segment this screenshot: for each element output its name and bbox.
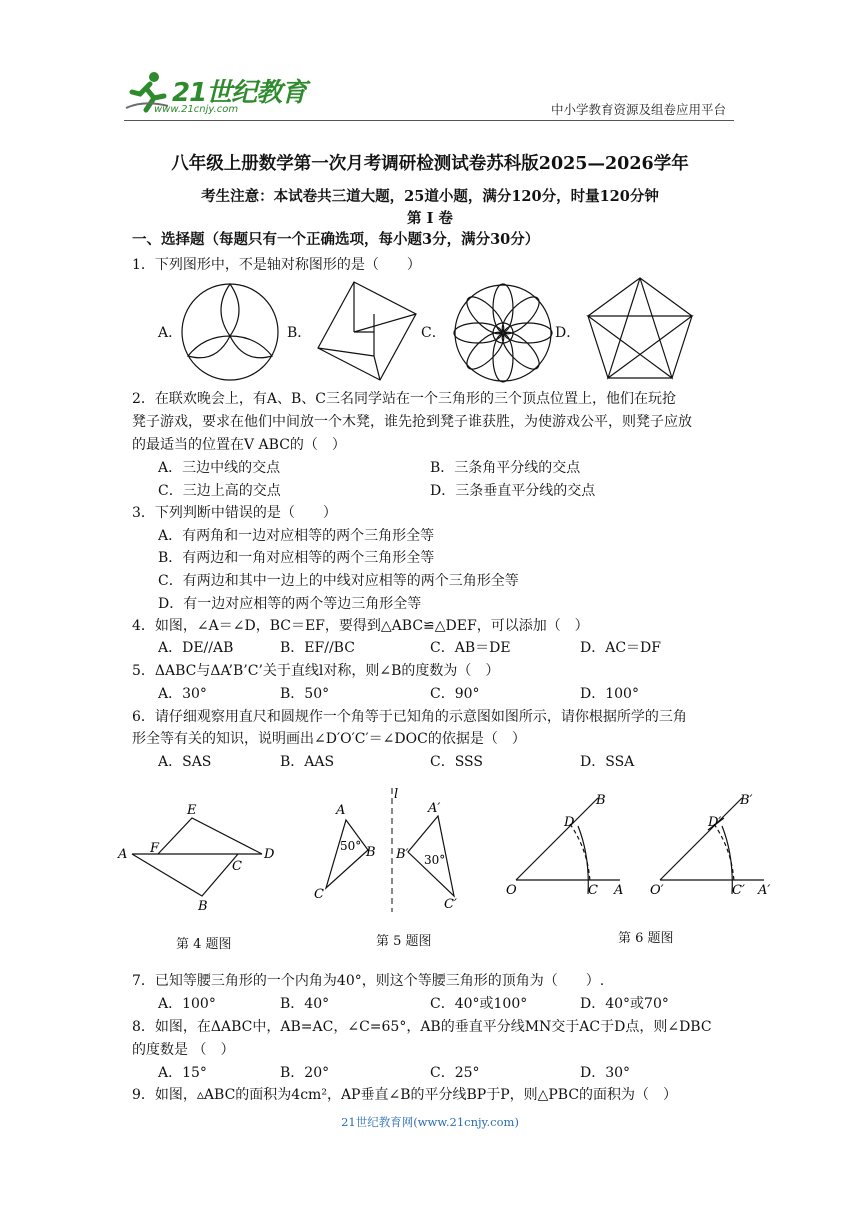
fig6-label-d-prime: D′ — [708, 815, 722, 830]
q8-option-d: D．30° — [580, 1065, 631, 1081]
fig5-label-c: C — [314, 887, 324, 902]
volume-heading: 第 I 卷 — [407, 210, 453, 227]
fig6-label-c-prime: C′ — [732, 883, 745, 898]
fig4-diagram — [112, 798, 288, 914]
fig6-diagram — [502, 786, 798, 902]
q9-stem: 9．如图，▵ABC的面积为4cm²，AP垂直∠B的平分线BP于P，则△PBC的面积为（ ） — [132, 1087, 678, 1103]
q1-label-a: A． — [158, 325, 183, 341]
q3-option-d: D．有一边对应相等的两个等边三角形全等 — [158, 596, 422, 612]
q5-option-a: A．30° — [158, 686, 207, 702]
fig4-label-f: F — [150, 841, 160, 856]
q1-stem: 1．下列图形中，不是轴对称图形的是（ ） — [132, 257, 421, 273]
q2-option-c: C．三边上高的交点 — [158, 483, 281, 499]
q6-option-b: B．AAS — [280, 754, 335, 770]
fig4-caption: 第 4 题图 — [176, 937, 232, 952]
fig6-label-c: C — [588, 883, 598, 898]
q2-line-3: 的最适当的位置在V ABC的（ ） — [132, 437, 346, 453]
q2-option-d: D．三条垂直平分线的交点 — [430, 483, 596, 499]
fig5-caption: 第 5 题图 — [376, 934, 432, 949]
header-divider — [124, 120, 734, 121]
fig6-label-b: B — [596, 793, 606, 808]
q8-line-2: 的度数是 （ ） — [132, 1042, 235, 1058]
fig5-label-a: A — [336, 803, 346, 818]
logo — [124, 70, 307, 118]
q4-option-c: C．AB＝DE — [430, 640, 511, 656]
fig6-label-o-prime: O′ — [650, 883, 664, 898]
q8-option-b: B．20° — [280, 1065, 330, 1081]
fig5-diagram — [306, 784, 472, 914]
fig4-label-e: E — [187, 803, 197, 818]
q6-option-c: C．SSS — [430, 754, 483, 770]
q1-label-b: B． — [287, 325, 312, 341]
q6-option-a: A．SAS — [158, 754, 212, 770]
platform-label: 中小学教育资源及组卷应用平台 — [550, 102, 726, 117]
logo-text: 21世纪教育 — [172, 78, 307, 108]
q3-option-c: C．有两边和其中一边上的中线对应相等的两个三角形全等 — [158, 573, 519, 589]
fig5-angle-30: 30° — [424, 853, 446, 867]
fig5-angle-50: 50° — [340, 839, 362, 853]
fig5-label-b: B — [366, 845, 376, 860]
fig5-label-b-prime: B′ — [396, 847, 409, 862]
fig6-label-a: A — [614, 883, 624, 898]
q3-option-a: A．有两角和一边对应相等的两个三角形全等 — [158, 528, 435, 544]
q8-line-1: 8．如图，在ΔABC中，AB=AC，∠C=65°，AB的垂直平分线MN交于AC于D点，则∠DBC — [132, 1019, 712, 1035]
fig5-label-c-prime: C′ — [444, 897, 457, 912]
q3-option-b: B．有两边和一角对应相等的两个三角形全等 — [158, 550, 435, 566]
q6-line-1: 6．请仔细观察用直尺和圆规作一个角等于已知角的示意图如图所示，请你根据所学的三角 — [132, 709, 687, 725]
fig4-label-b: B — [198, 899, 208, 914]
fig5-label-l: l — [394, 787, 399, 802]
q2-line-1: 2．在联欢晚会上，有A、B、C三名同学站在一个三角形的三个顶点位置上，他们在玩抢 — [132, 391, 677, 407]
fig5-label-a-prime: A′ — [428, 801, 441, 816]
footer-link[interactable]: 21世纪教育网(www.21cnjy.com) — [341, 1115, 519, 1129]
q8-option-c: C．25° — [430, 1065, 480, 1081]
q1-figure-c — [450, 280, 556, 386]
q2-line-2: 凳子游戏，要求在他们中间放一个木凳，谁先抢到凳子谁获胜，为使游戏公平，则凳子应放 — [132, 414, 692, 430]
fig6-label-d: D — [564, 815, 575, 830]
q7-option-b: B．40° — [280, 996, 330, 1012]
fig4-label-d: D — [264, 847, 275, 862]
q7-option-a: A．100° — [158, 996, 216, 1012]
q1-figure-d — [584, 274, 696, 384]
fig6-label-o: O — [506, 883, 517, 898]
q4-option-d: D．AC＝DF — [580, 640, 661, 656]
q6-option-d: D．SSA — [580, 754, 635, 770]
q1-label-d: D． — [555, 325, 581, 341]
q7-option-c: C．40°或100° — [430, 996, 528, 1012]
exam-notice: 考生注意：本试卷共三道大题，25道小题，满分120分，时量120分钟 — [201, 188, 659, 205]
fig6-caption: 第 6 题图 — [618, 931, 674, 946]
q4-option-a: A．DE//AB — [158, 640, 234, 656]
fig6-label-a-prime: A′ — [758, 883, 771, 898]
exam-title: 八年级上册数学第一次月考调研检测试卷苏科版2025—2026学年 — [171, 154, 689, 174]
q1-label-c: C． — [421, 325, 446, 341]
q4-option-b: B．EF//BC — [280, 640, 355, 656]
fig6-label-b-prime: B′ — [740, 793, 753, 808]
section-heading: 一、选择题（每题只有一个正确选项，每小题3分，满分30分） — [132, 231, 540, 248]
q7-stem: 7．已知等腰三角形的一个内角为40°，则这个等腰三角形的顶角为（ ）. — [132, 973, 605, 989]
q1-figure-b — [314, 278, 420, 384]
fig4-label-c: C — [232, 859, 242, 874]
q2-option-b: B．三条角平分线的交点 — [430, 460, 581, 476]
q5-option-d: D．100° — [580, 686, 639, 702]
q7-option-d: D．40°或70° — [580, 996, 669, 1012]
q5-stem: 5．ΔABC与ΔA’B’C’关于直线l对称，则∠B的度数为（ ） — [132, 663, 500, 679]
fig4-label-a: A — [118, 847, 128, 862]
q1-figure-a — [176, 280, 284, 384]
q6-line-2: 形全等有关的知识，说明画出∠D′O′C′＝∠DOC的依据是（ ） — [132, 731, 526, 747]
q3-stem: 3．下列判断中错误的是（ ） — [132, 505, 337, 521]
q4-stem: 4．如图，∠A＝∠D，BC＝EF，要得到△ABC≌△DEF，可以添加（ ） — [132, 618, 589, 634]
q5-option-c: C．90° — [430, 686, 480, 702]
q8-option-a: A．15° — [158, 1065, 207, 1081]
q5-option-b: B．50° — [280, 686, 330, 702]
logo-url: www.21cnjy.com — [154, 104, 239, 115]
q2-option-a: A．三边中线的交点 — [158, 460, 281, 476]
